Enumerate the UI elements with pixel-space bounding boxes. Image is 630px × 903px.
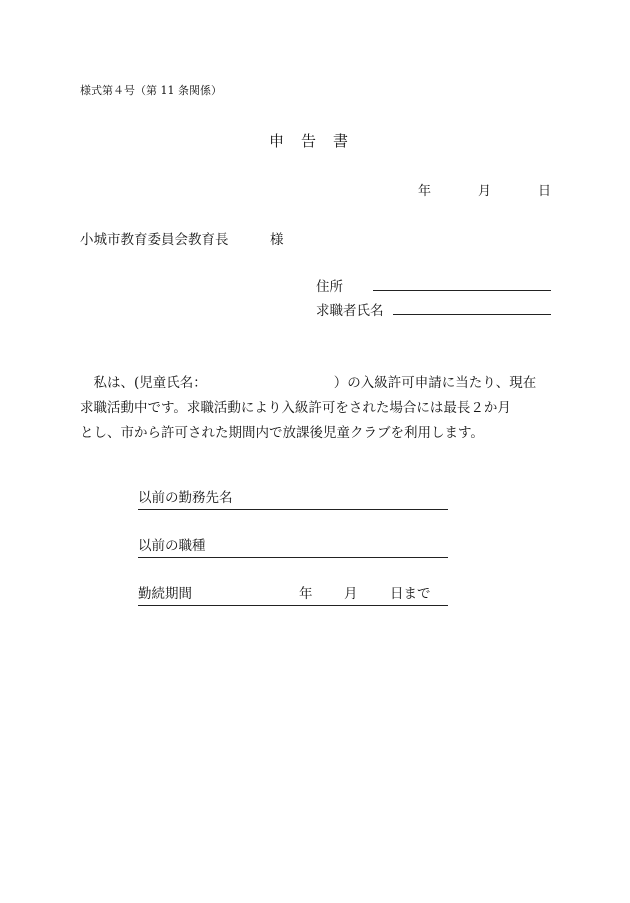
addressee-honorific: 様: [270, 232, 284, 248]
previous-employer-field: [138, 489, 448, 510]
document-title: 申告書: [268, 132, 365, 150]
previous-job-type-field: [138, 537, 448, 558]
declaration-line-3: とし、市から許可された期間内で放課後児童クラブを利用します。: [80, 425, 484, 441]
declaration-body: [80, 371, 555, 446]
applicant-name-line: [393, 314, 551, 315]
period-year-label: 年: [299, 586, 313, 602]
previous-job-type-label: 以前の職種: [138, 538, 206, 554]
declaration-line-1-before: 私は、(児童氏名：: [93, 375, 207, 391]
employment-period-label: 勤続期間: [138, 586, 192, 602]
form-number: 様式第４号（第 11 条関係）: [80, 84, 222, 97]
declaration-line-2: 求職活動中です。求職活動により入級許可をされた場合には最長２か月: [80, 400, 511, 416]
address-label: 住所: [316, 279, 343, 295]
date-day-label: 日: [538, 184, 552, 199]
addressee: 小城市教育委員会教育長: [80, 232, 229, 248]
previous-employer-label: 以前の勤務先名: [138, 490, 233, 506]
employment-period-field: [138, 585, 448, 606]
declaration-line-1: [80, 371, 555, 396]
applicant-name-label: 求職者氏名: [316, 303, 384, 319]
period-day-until-label: 日まで: [390, 586, 431, 602]
period-month-label: 月: [344, 586, 358, 602]
date-month-label: 月: [478, 184, 492, 199]
address-line: [373, 290, 551, 291]
declaration-line-1-after: ）の入級許可申請に当たり、現在: [333, 375, 537, 391]
date-year-label: 年: [418, 184, 432, 199]
